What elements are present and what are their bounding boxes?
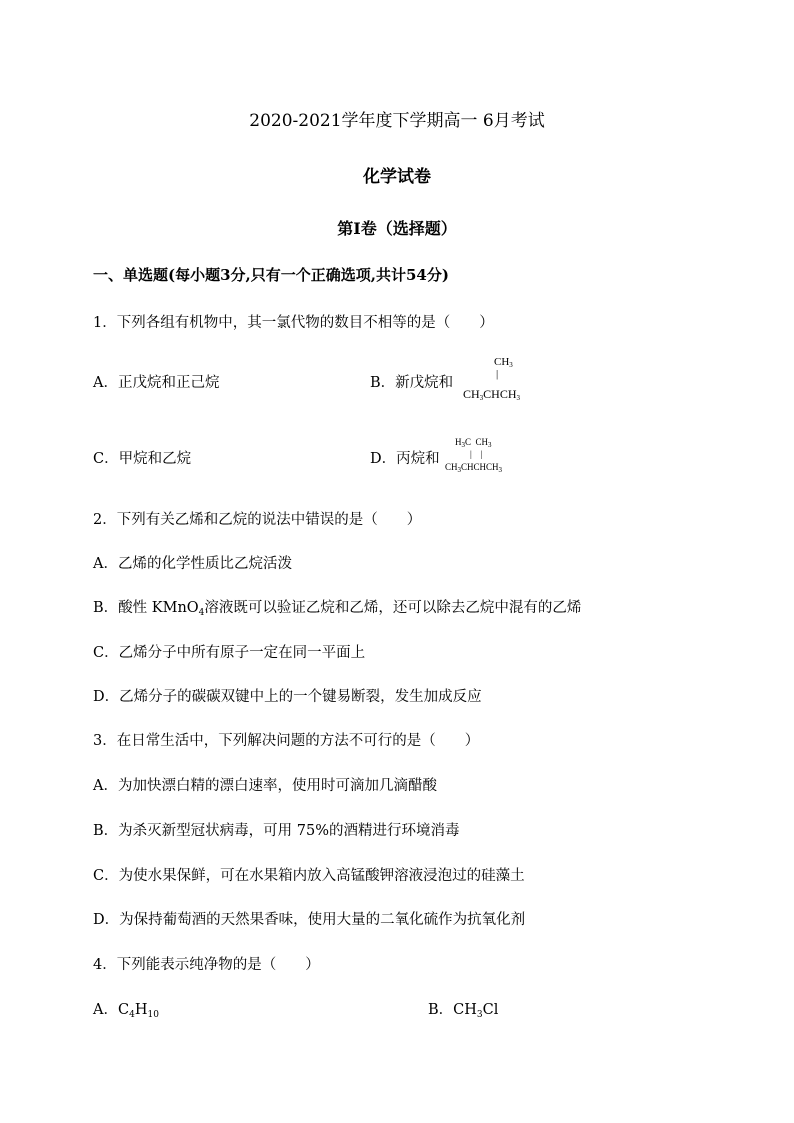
q3-option-d: D．为保持葡萄酒的天然果香味，使用大量的二氧化硫作为抗氧化剂 [93, 912, 526, 928]
exam-title: 2020-2021学年度下学期高一 6月考试 [249, 111, 545, 131]
q4-option-b: B．$CH_3Cl$ [428, 1002, 499, 1020]
q1-option-d: D．丙烷和 [370, 451, 440, 467]
q1-stem: 1．下列各组有机物中，其一氯代物的数目不相等的是（ ） [93, 315, 494, 331]
q1-d-structure-bottom: $CH_3CHCHCH_3$ [445, 462, 503, 474]
q3-option-b: B．为杀灭新型冠状病毒，可用 75%的酒精进行环境消毒 [93, 823, 460, 839]
q3-option-c: C．为使水果保鲜，可在水果箱内放入高锰酸钾溶液浸泡过的硅藻土 [93, 868, 525, 884]
q4-stem: 4．下列能表示纯净物的是（ ） [93, 957, 320, 973]
q2-option-c: C．乙烯分子中所有原子一定在同一平面上 [93, 645, 366, 661]
section-heading: 一、单选题(每小题3分,只有一个正确选项,共计54分) [93, 266, 449, 284]
q1-d-structure-top: $H_3C$ $CH_3$ [455, 437, 492, 449]
q2-option-d: D．乙烯分子的碳碳双键中上的一个键易断裂，发生加成反应 [93, 689, 482, 705]
q3-option-a: A．为加快漂白精的漂白速率，使用时可滴加几滴醋酸 [93, 778, 437, 794]
q1-b-structure-bottom: $CH_3CHCH_3$ [463, 387, 521, 402]
exam-subject: 化学试卷 [363, 167, 431, 187]
q1-option-a: A．正戊烷和正己烷 [93, 375, 220, 391]
q3-stem: 3．在日常生活中，下列解决问题的方法不可行的是（ ） [93, 733, 480, 749]
q1-option-b: B．新戊烷和 [370, 375, 454, 391]
q1-b-structure-top: $CH_3$ [494, 356, 513, 369]
q1-b-structure-bond: | [496, 368, 499, 380]
part-heading: 第Ⅰ卷（选择题） [337, 219, 457, 238]
q2-stem: 2．下列有关乙烯和乙烷的说法中错误的是（ ） [93, 512, 422, 528]
q2-option-a: A．乙烯的化学性质比乙烷活泼 [93, 556, 292, 572]
q4-option-a: A．$C_4H_{10}$ [93, 1002, 159, 1020]
q2-option-b: B．酸性 KMnO$_4$溶液既可以验证乙烷和乙烯，还可以除去乙烷中混有的乙烯 [93, 600, 582, 618]
q1-d-structure-bond: | | [470, 449, 483, 459]
q1-option-c: C．甲烷和乙烷 [93, 451, 192, 467]
